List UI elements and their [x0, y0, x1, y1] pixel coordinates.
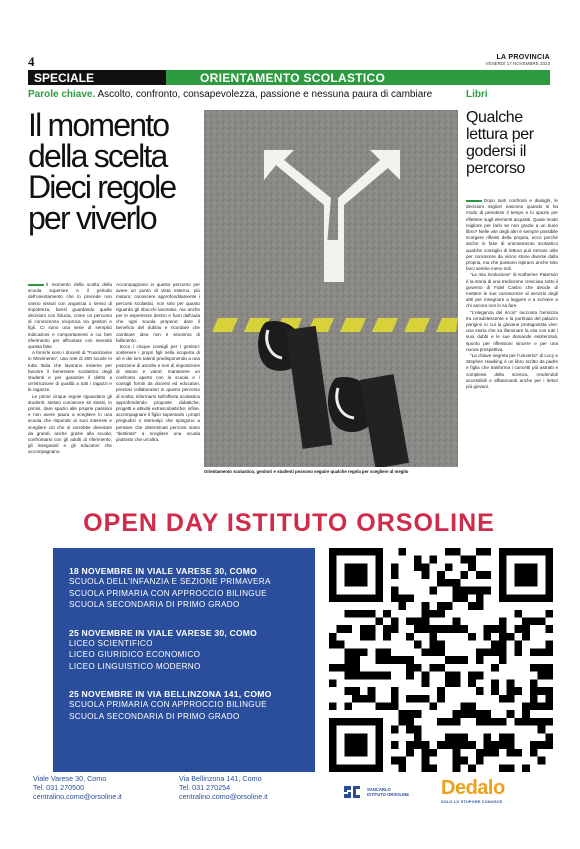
dedalo-name: Dedalo [441, 777, 505, 799]
dedalo-logo [441, 777, 505, 804]
page-number: 4 [28, 54, 35, 69]
ad-title: OPEN DAY ISTITUTO ORSOLINE [83, 509, 495, 537]
sancarlo-name: SANCARLO [367, 787, 391, 792]
schedule-line: SCUOLA DELL'INFANZIA E SEZIONE PRIMAVERA [69, 577, 271, 586]
schedule-heading: 25 NOVEMBRE IN VIA BELLINZONA 141, COMO [69, 689, 272, 699]
schedule-line: LICEO SCIENTIFICO [69, 638, 153, 648]
qr-code[interactable] [329, 548, 553, 772]
article-photo [204, 110, 458, 467]
books-paragraph: Dopo tanti confronti e dialoghi, le decisioni migliori nascono quando si ha modo di prendersi il tempo e lo spazio per riflettere sugli elementi acquisiti. Quale modo migliore per farlo se non grazie a un buon libro? Nelle vite degli altri è sempre possibile scorgere riflessi della propria, ecco perché anche in fase di orientamento scolastico qualche consiglio di lettura può tornare utile per conoscere da vicino storie diverse dalla propria, ma che possono ispirarci anche solo farci sentire meno soli. [466, 198, 558, 272]
ad-schedule-panel [53, 548, 315, 772]
schedule-line: SCUOLA SECONDARIA DI PRIMO GRADO [69, 711, 240, 721]
address-phone: Tel. 031 270500 [33, 782, 85, 792]
sancarlo-emblem-icon [341, 783, 363, 801]
photo-caption: Orientamento scolastico, genitori e studenti possono seguire qualche regola per scegliere al meglio [204, 469, 409, 474]
section-label: SPECIALE [28, 70, 166, 85]
dedalo-tagline: SOLO LO STUPORE CONOSCE [441, 800, 503, 804]
schedule-group [69, 628, 315, 673]
address-phone: Tel. 031 270254 [179, 782, 231, 792]
books-paragraph: "La mia rivoluzione" di Katherine Paterson è la storia di una tredicenne cresciuta sotto il governo di Fidel Castro che decide di mettere le sue conoscenze al servizio degli altri per insegnare a leggere e a scrivere a chi ancora non lo sa fare. [466, 272, 558, 309]
col1-paragraph: Il momento della scelta della scuola superiore e il periodo dell'orientamento che lo precede non vanno vissuti con angoscia o senso di impotenza, bensì guardando quelle decisioni con fiducia, come un percorso di conoscenza reciproca tra genitori e figli. Ci sono una serie di semplici indicazioni e comportamenti a cui fare riferimento per affrontare con serenità questa fase. [28, 282, 112, 350]
col1-paragraph: Le prime cinque regole riguardano gli studenti: stesso conoscere sé stessi, in primis, dare spazio alle proprie passioni e non avere paura a scegliere in una scuola che risponde ai suoi interessi e scegliere ciò che si vorrebbe diventare da grandi, anche grazie alla scuola; confrontarsi con gli adulti di riferimento, gli insegnanti e gli educatori che accompagnano. [28, 393, 112, 455]
lead-dash [466, 200, 482, 202]
col1-paragraph: A fornirle sono i docenti di "Fuoriclasse in Movimento", una rete di 200 scuole in tutta Italia che lavorano insieme per favorire il benessere scolastico degli studenti e per garantire il diritto a un'istruzione di qualità a tutti i ragazzi e le ragazze. [28, 350, 112, 393]
address-street: Via Bellinzona 141, Como [179, 774, 262, 783]
schedule-group [69, 689, 315, 722]
issue-date: VENERDÌ 17 NOVEMBRE 2023 [485, 61, 550, 66]
article-column-1 [28, 282, 112, 456]
kicker-text: Ascolto, confronto, consapevolezza, passione e nessuna paura di cambiare [97, 89, 433, 100]
lead-dash [28, 284, 44, 286]
schedule-line: SCUOLA PRIMARIA CON APPROCCIO BILINGUE [69, 700, 267, 709]
books-tag: Libri [466, 89, 488, 100]
newspaper-title: LA PROVINCIA [496, 54, 550, 61]
schedule-heading: 18 NOVEMBRE IN VIALE VARESE 30, COMO [69, 566, 258, 576]
address-block-1 [33, 775, 122, 801]
address-street: Viale Varese 30, Como [33, 774, 107, 783]
article-column-2 [116, 282, 200, 443]
address-email[interactable]: centralino.como@orsoline.it [179, 791, 268, 801]
schedule-heading: 25 NOVEMBRE IN VIALE VARESE 30, COMO [69, 627, 258, 638]
schedule-line: SCUOLA PRIMARIA CON APPROCCIO BILINGUE [69, 588, 267, 598]
kicker-lead: Parole chiave. [28, 89, 96, 100]
col2-paragraph: Ecco i cinque consigli per i genitori: sostenere i propri figli nella scoperta di sé e dei loro talenti predisponendo a una posizione di ascolto e non di imposizione di visioni e valori; mantenere un confronto aperto con la scuola e i consigli forniti da docenti ed educatori, preziosi collaboratori in questo percorso di scelta; informarsi sull'offerta scolastica approfondendo proposte didattiche, progetti e attività extrascolastiche; infine, accompagnare il figlio superando i propri pregiudizi o stereotipi che spingono a pensare che determinati percorsi siano "destinati" a scegliere una scuola piuttosto che un'altra. [116, 344, 200, 443]
article-kicker [28, 89, 432, 100]
sancarlo-subtitle: ISTITUTO ORSOLINE [367, 792, 410, 797]
qr-code-graphic [329, 548, 553, 772]
books-headline: Qualche lettura per godersi il percorso [466, 109, 534, 177]
schedule-line: LICEO GIURIDICO ECONOMICO [69, 650, 201, 659]
schedule-line: SCUOLA SECONDARIA DI PRIMO GRADO [69, 600, 240, 609]
books-paragraph: "L'eleganza del riccio" racconta l'amicizia tra un'adolescente e la portinaia del palazzo parigino in cui la giovane protagonista vive: una storia che sa illuminare la vita con tutti i suoi dubbi e le sue domande esistenziali, spunto per riflessioni sincere e per una nuova prospettiva. [466, 309, 558, 352]
section-title: ORIENTAMENTO SCOLASTICO [166, 70, 550, 85]
open-day-advertisement [33, 497, 545, 815]
col2-paragraph: Accompagnano in questo percorso per avere un punto di vista esterno, più maturo; conoscere approfonditamente i percorsi scolastici, non solo per quanto riguarda gli sbocchi lavorativi, ma anche per le esperienze dentro e fuori dall'aula che ogni scuola propone; dare il beneficio del dubbio e ricordare che cambiare idea non è sinonimo di fallimento. [116, 282, 200, 343]
books-column [466, 198, 558, 390]
section-bar [28, 70, 550, 85]
sancarlo-logo [341, 783, 409, 801]
schedule-group [69, 566, 315, 611]
masthead [485, 54, 550, 66]
ad-footer [33, 775, 545, 815]
address-email[interactable]: centralino.como@orsoline.it [33, 791, 122, 801]
schedule-line: LICEO LINGUISTICO MODERNO [69, 661, 201, 671]
feet-arrows-illustration [204, 110, 458, 467]
address-block-2 [179, 775, 268, 801]
books-paragraph: "La chiave segreta per l'universo" di Lucy e Stephen Hawking è un libro scritto da padre e figlia che trasforma i concetti più astratti e complessi della scienza, rendendoli accessibili e affascinanti anche per i lettori più giovani. [466, 353, 558, 390]
article-headline: Il momento della scelta Dieci regole per viverlo [28, 107, 176, 236]
